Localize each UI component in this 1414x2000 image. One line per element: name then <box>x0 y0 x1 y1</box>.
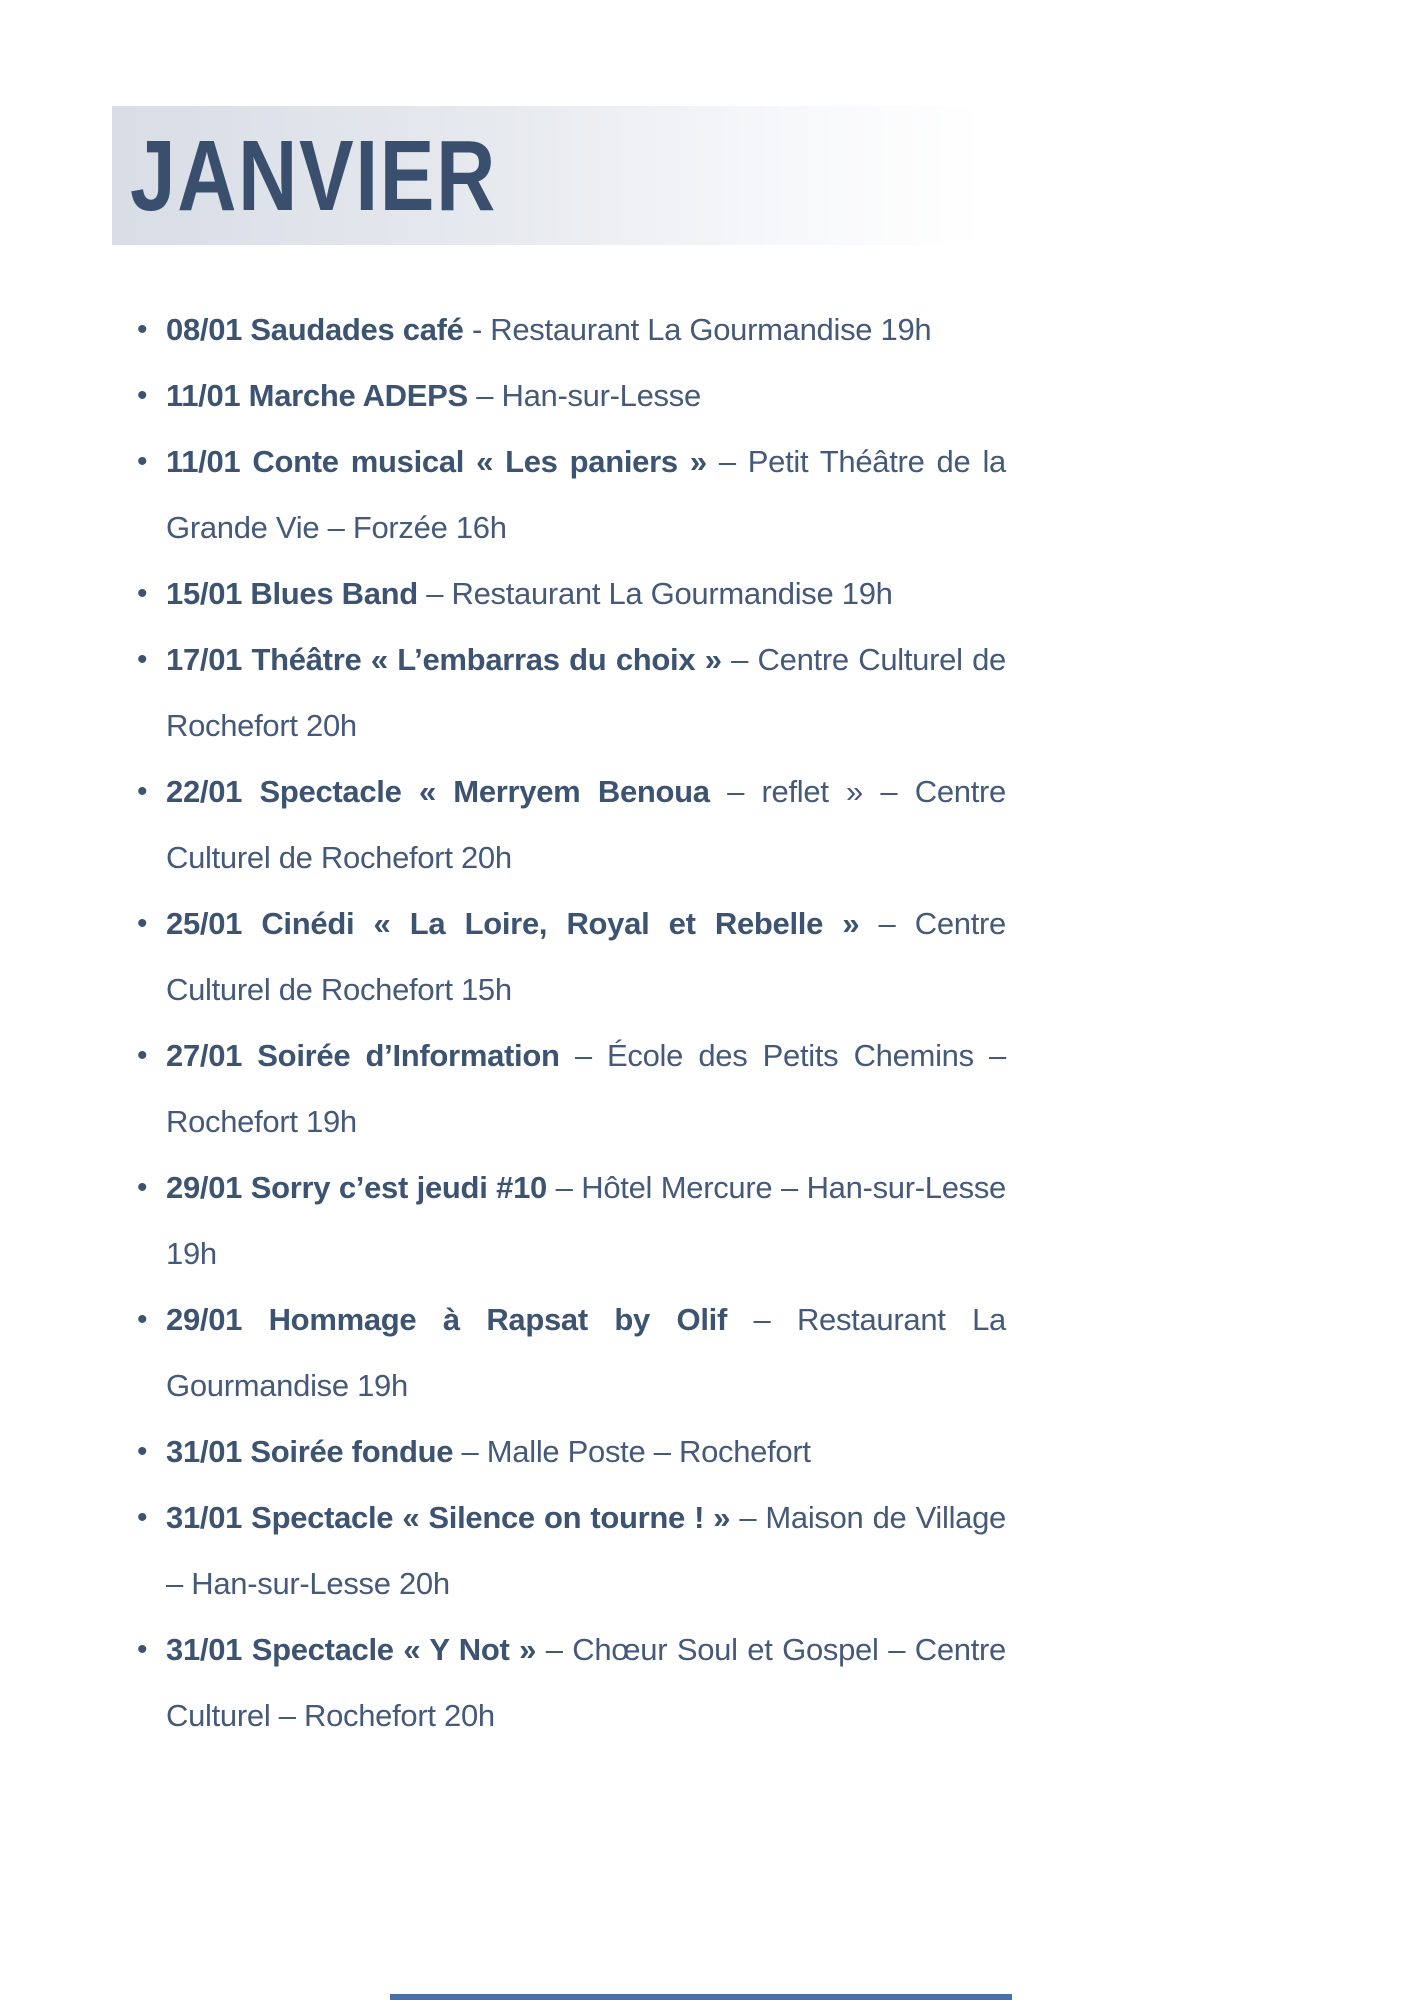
event-title: 08/01 Saudades café <box>166 312 464 347</box>
event-details: – Han-sur-Lesse <box>476 378 701 413</box>
event-details: - Restaurant La Gourmandise 19h <box>471 312 932 347</box>
event-item <box>137 1485 1006 1617</box>
event-item <box>137 1419 1006 1485</box>
event-title: 15/01 Blues Band <box>166 576 418 611</box>
event-title: 29/01 Sorry c’est jeudi #10 <box>166 1170 547 1205</box>
event-title: 31/01 Spectacle « Y Not » <box>166 1632 537 1667</box>
event-details: – Centre Culturel de Rochefort 20h <box>166 642 1006 743</box>
month-header-banner <box>112 106 984 245</box>
event-title: 17/01 Théâtre « L’embarras du choix » <box>166 642 722 677</box>
event-details: – Restaurant La Gourmandise 19h <box>166 1302 1006 1403</box>
event-details: – Malle Poste – Rochefort <box>461 1434 811 1469</box>
event-title: 27/01 Soirée d’Information <box>166 1038 560 1073</box>
event-item <box>137 1617 1006 1749</box>
event-title: 31/01 Soirée fondue <box>166 1434 454 1469</box>
event-title: 29/01 Hommage à Rapsat by Olif <box>166 1302 727 1337</box>
event-details: – Hôtel Mercure – Han-sur-Lesse 19h <box>166 1170 1006 1271</box>
event-item <box>137 627 1006 759</box>
event-details: – Restaurant La Gourmandise 19h <box>426 576 893 611</box>
event-title: 11/01 Marche ADEPS <box>166 378 468 413</box>
event-details: – reflet » – Centre Culturel de Rochefort 20h <box>166 774 1006 875</box>
event-details: – Centre Culturel de Rochefort 15h <box>166 906 1007 1007</box>
event-title: 25/01 Cinédi « La Loire, Royal et Rebelle » <box>166 906 860 941</box>
event-item <box>137 429 1006 561</box>
event-item <box>137 891 1006 1023</box>
event-title: 22/01 Spectacle « Merryem Benoua <box>166 774 710 809</box>
event-title: 31/01 Spectacle « Silence on tourne ! » <box>166 1500 731 1535</box>
event-item <box>137 1287 1006 1419</box>
event-item <box>137 1023 1006 1155</box>
event-details: – Petit Théâtre de la Grande Vie – Forzée 16h <box>166 444 1006 545</box>
event-details: – École des Petits Chemins – Rochefort 19h <box>166 1038 1006 1139</box>
event-item <box>137 1155 1006 1287</box>
month-title: JANVIER <box>130 119 497 232</box>
event-title: 11/01 Conte musical « Les paniers » <box>166 444 707 479</box>
event-details: – Chœur Soul et Gospel – Centre Culturel – Rochefort 20h <box>166 1632 1006 1733</box>
event-item <box>137 759 1006 891</box>
event-details: – Maison de Village – Han-sur-Lesse 20h <box>166 1500 1007 1601</box>
event-item <box>137 363 1006 429</box>
page-bottom-accent-bar <box>390 1994 1012 2000</box>
event-item <box>137 561 1006 627</box>
event-list <box>137 297 1006 1749</box>
event-item <box>137 297 1006 363</box>
